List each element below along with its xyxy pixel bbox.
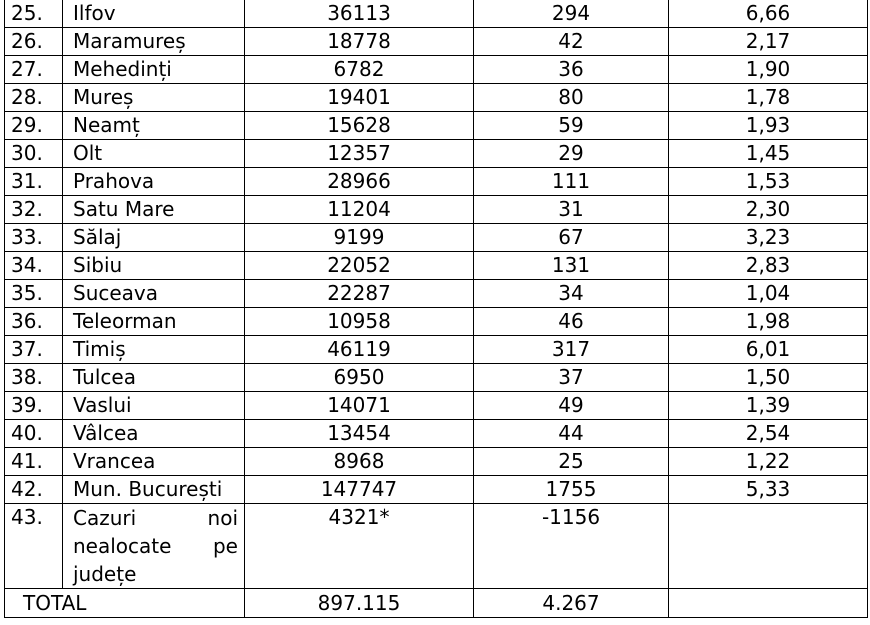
row-index: 41. <box>5 448 63 476</box>
row-index: 34. <box>5 252 63 280</box>
total-cases: 12357 <box>245 140 474 168</box>
county-name: Vrancea <box>63 448 245 476</box>
county-name: Timiș <box>63 336 245 364</box>
incidence-rate: 2,30 <box>669 196 868 224</box>
county-name: Mun. București <box>63 476 245 504</box>
county-name: Mureș <box>63 84 245 112</box>
row-index: 38. <box>5 364 63 392</box>
county-name: Tulcea <box>63 364 245 392</box>
table-row-unallocated <box>5 504 868 589</box>
new-cases: 36 <box>474 56 669 84</box>
county-name: Teleorman <box>63 308 245 336</box>
table-row <box>5 476 868 504</box>
incidence-rate: 2,17 <box>669 28 868 56</box>
total-cases: 22052 <box>245 252 474 280</box>
total-cases: 147747 <box>245 476 474 504</box>
incidence-rate: 1,04 <box>669 280 868 308</box>
total-cases: 14071 <box>245 392 474 420</box>
new-cases: 1755 <box>474 476 669 504</box>
total-cases: 9199 <box>245 224 474 252</box>
row-index: 33. <box>5 224 63 252</box>
table-row <box>5 0 868 28</box>
row-index: 28. <box>5 84 63 112</box>
incidence-rate: 2,54 <box>669 420 868 448</box>
table-row <box>5 364 868 392</box>
total-cases: 11204 <box>245 196 474 224</box>
table-row <box>5 336 868 364</box>
county-name: Maramureș <box>63 28 245 56</box>
total-cases: 15628 <box>245 112 474 140</box>
incidence-rate: 1,78 <box>669 84 868 112</box>
table-row <box>5 112 868 140</box>
table-row <box>5 168 868 196</box>
county-name: Olt <box>63 140 245 168</box>
new-cases: 111 <box>474 168 669 196</box>
new-cases: 317 <box>474 336 669 364</box>
unallocated-label: Cazuri noi nealocate pe județe <box>63 504 245 589</box>
county-name: Vaslui <box>63 392 245 420</box>
new-cases: 59 <box>474 112 669 140</box>
incidence-rate: 1,53 <box>669 168 868 196</box>
new-cases: 46 <box>474 308 669 336</box>
incidence-rate: 1,50 <box>669 364 868 392</box>
row-index: 37. <box>5 336 63 364</box>
total-cases: 6782 <box>245 56 474 84</box>
new-cases: 44 <box>474 420 669 448</box>
row-index: 39. <box>5 392 63 420</box>
table-row <box>5 280 868 308</box>
incidence-rate <box>669 504 868 589</box>
new-cases: 294 <box>474 0 669 28</box>
county-name: Vâlcea <box>63 420 245 448</box>
incidence-rate: 6,66 <box>669 0 868 28</box>
county-name: Ilfov <box>63 0 245 28</box>
new-cases: 42 <box>474 28 669 56</box>
table-row <box>5 420 868 448</box>
new-cases-sum: 4.267 <box>474 589 669 618</box>
incidence-rate: 1,98 <box>669 308 868 336</box>
county-name: Sibiu <box>63 252 245 280</box>
row-index: 30. <box>5 140 63 168</box>
incidence-rate: 5,33 <box>669 476 868 504</box>
table-row <box>5 28 868 56</box>
new-cases: 131 <box>474 252 669 280</box>
table-row <box>5 140 868 168</box>
new-cases: 25 <box>474 448 669 476</box>
table-row <box>5 196 868 224</box>
incidence-rate: 1,93 <box>669 112 868 140</box>
county-name: Sălaj <box>63 224 245 252</box>
total-cases: 13454 <box>245 420 474 448</box>
table-row-total <box>5 589 868 618</box>
row-index: 42. <box>5 476 63 504</box>
table-row <box>5 308 868 336</box>
incidence-rate-empty <box>669 589 868 618</box>
total-label: TOTAL <box>5 589 245 618</box>
county-name: Mehedinți <box>63 56 245 84</box>
table-row <box>5 392 868 420</box>
new-cases: 67 <box>474 224 669 252</box>
table-row <box>5 448 868 476</box>
row-index: 43. <box>5 504 63 589</box>
county-cases-table <box>4 0 868 618</box>
table-row <box>5 252 868 280</box>
row-index: 40. <box>5 420 63 448</box>
new-cases: 49 <box>474 392 669 420</box>
row-index: 32. <box>5 196 63 224</box>
table-row <box>5 56 868 84</box>
incidence-rate: 1,22 <box>669 448 868 476</box>
new-cases: 31 <box>474 196 669 224</box>
total-cases-sum: 897.115 <box>245 589 474 618</box>
new-cases: 80 <box>474 84 669 112</box>
new-cases: 37 <box>474 364 669 392</box>
incidence-rate: 2,83 <box>669 252 868 280</box>
total-cases: 18778 <box>245 28 474 56</box>
total-cases: 8968 <box>245 448 474 476</box>
new-cases: 29 <box>474 140 669 168</box>
county-name: Satu Mare <box>63 196 245 224</box>
incidence-rate: 1,90 <box>669 56 868 84</box>
new-cases: -1156 <box>474 504 669 589</box>
row-index: 31. <box>5 168 63 196</box>
county-name: Suceava <box>63 280 245 308</box>
total-cases: 36113 <box>245 0 474 28</box>
county-name: Prahova <box>63 168 245 196</box>
total-cases: 10958 <box>245 308 474 336</box>
incidence-rate: 1,45 <box>669 140 868 168</box>
row-index: 26. <box>5 28 63 56</box>
county-name: Neamț <box>63 112 245 140</box>
table-row <box>5 224 868 252</box>
new-cases: 34 <box>474 280 669 308</box>
row-index: 36. <box>5 308 63 336</box>
row-index: 35. <box>5 280 63 308</box>
table-row <box>5 84 868 112</box>
row-index: 29. <box>5 112 63 140</box>
row-index: 25. <box>5 0 63 28</box>
row-index: 27. <box>5 56 63 84</box>
total-cases: 22287 <box>245 280 474 308</box>
total-cases: 28966 <box>245 168 474 196</box>
total-cases: 4321* <box>245 504 474 589</box>
total-cases: 19401 <box>245 84 474 112</box>
total-cases: 46119 <box>245 336 474 364</box>
incidence-rate: 6,01 <box>669 336 868 364</box>
incidence-rate: 3,23 <box>669 224 868 252</box>
total-cases: 6950 <box>245 364 474 392</box>
incidence-rate: 1,39 <box>669 392 868 420</box>
